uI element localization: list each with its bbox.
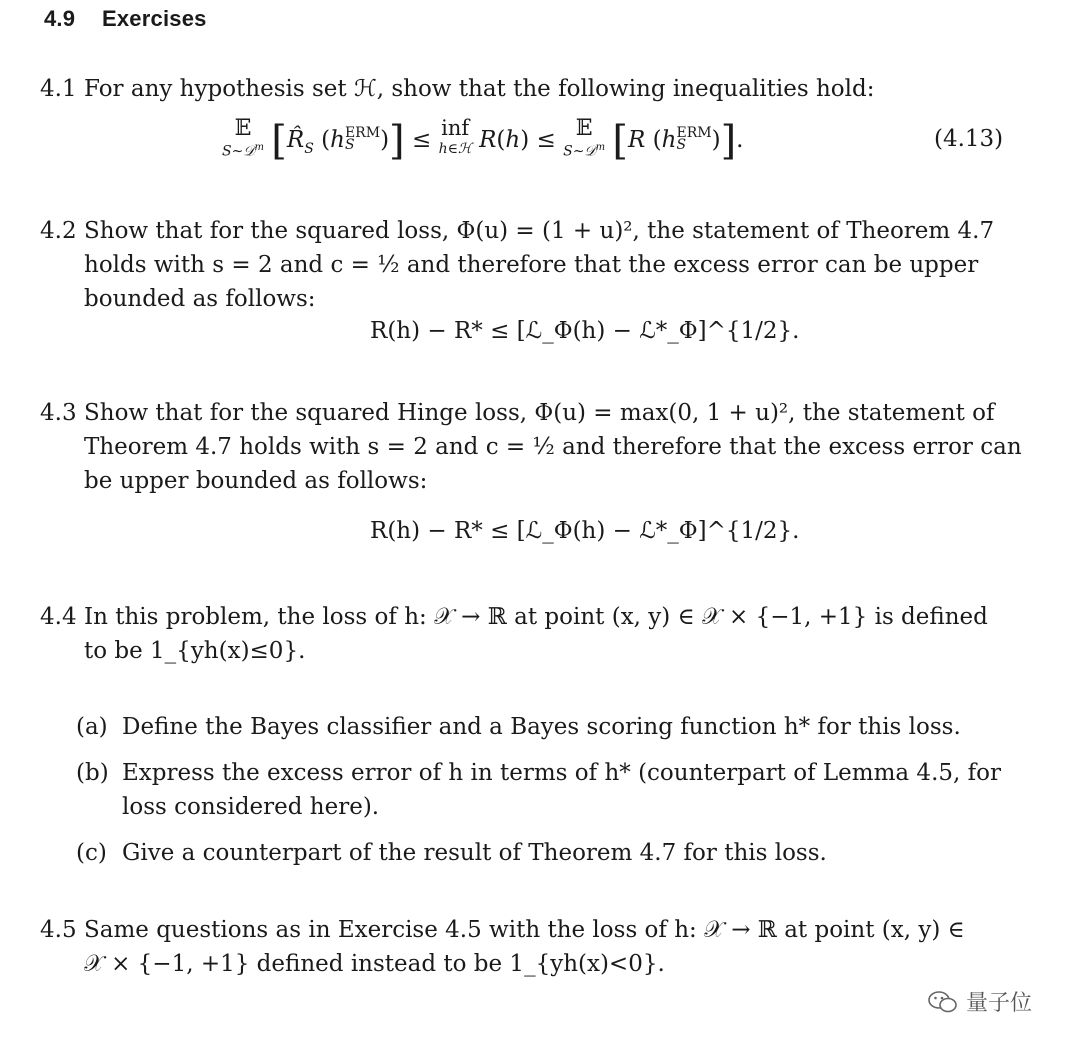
exercise-text-line: to be 1_{yh(x)≤0}. — [84, 638, 306, 664]
exercise-number: 4.3 — [40, 400, 77, 426]
part-label: (a) — [76, 714, 108, 740]
section-heading — [44, 6, 207, 32]
equation-text: R(h) − R* ≤ [ℒ_Φ(h) − ℒ*_Φ]^{1/2}. — [370, 518, 800, 544]
exercise-text-line: For any hypothesis set ℋ, show that the following inequalities hold: — [84, 76, 875, 102]
exercise-text-line: Theorem 4.7 holds with s = 2 and c = ½ and therefore that the excess error can — [84, 434, 1022, 460]
exercise-text-line: In this problem, the loss of h: 𝒳 → ℝ at point (x, y) ∈ 𝒳 × {−1, +1} is defined — [84, 604, 988, 630]
equation-4-3 — [370, 518, 800, 544]
watermark — [928, 986, 1032, 1017]
part-label: (c) — [76, 840, 107, 866]
watermark-text: 量子位 — [965, 991, 1032, 1016]
part-text-line: Give a counterpart of the result of Theorem 4.7 for this loss. — [122, 840, 827, 866]
section-title: Exercises — [102, 6, 207, 31]
exercise-number: 4.4 — [40, 604, 77, 630]
exercise-4-4-parts — [76, 710, 1001, 870]
equation-4-2 — [370, 318, 800, 344]
equation-text: R(h) − R* ≤ [ℒ_Φ(h) − ℒ*_Φ]^{1/2}. — [370, 318, 800, 344]
exercise-text-line: Show that for the squared Hinge loss, Φ(u) = max(0, 1 + u)², the statement of — [84, 400, 995, 426]
equation-4-13: 𝔼 S∼𝒟$^m$ [$R̂_S$ (h ERM S )] ≤ inf h∈ℋ R(h) ≤ 𝔼 S∼𝒟$^m$ [R (h ERM S )]. — [222, 116, 744, 164]
exercise-text-line: Same questions as in Exercise 4.5 with the loss of h: 𝒳 → ℝ at point (x, y) ∈ — [84, 917, 965, 943]
exercise-number: 4.1 — [40, 76, 77, 102]
section-number: 4.9 — [44, 6, 76, 31]
part-text-line: loss considered here). — [122, 794, 380, 820]
exercise-4-4 — [40, 600, 988, 668]
exercise-text-line: bounded as follows: — [84, 286, 316, 312]
exercise-4-2 — [40, 214, 994, 316]
exercise-number: 4.2 — [40, 218, 77, 244]
part-label: (b) — [76, 760, 109, 786]
exercise-text-line: be upper bounded as follows: — [84, 468, 428, 494]
part-text-line: Define the Bayes classifier and a Bayes scoring function h* for this loss. — [122, 714, 961, 740]
part-text-line: Express the excess error of h in terms of h* (counterpart of Lemma 4.5, for — [122, 760, 1001, 786]
exercise-text-line: 𝒳 × {−1, +1} defined instead to be 1_{yh(x)<0}. — [84, 951, 665, 977]
exercise-4-1 — [40, 72, 874, 106]
exercise-4-5 — [40, 913, 965, 981]
exercise-text-line: Show that for the squared loss, Φ(u) = (1 + u)², the statement of Theorem 4.7 — [84, 218, 995, 244]
exercise-number: 4.5 — [40, 917, 77, 943]
exercise-text-line: holds with s = 2 and c = ½ and therefore that the excess error can be upper — [84, 252, 979, 278]
equation-number: (4.13) — [934, 126, 1004, 152]
exercise-4-3 — [40, 396, 1022, 498]
wechat-icon — [928, 990, 958, 1014]
